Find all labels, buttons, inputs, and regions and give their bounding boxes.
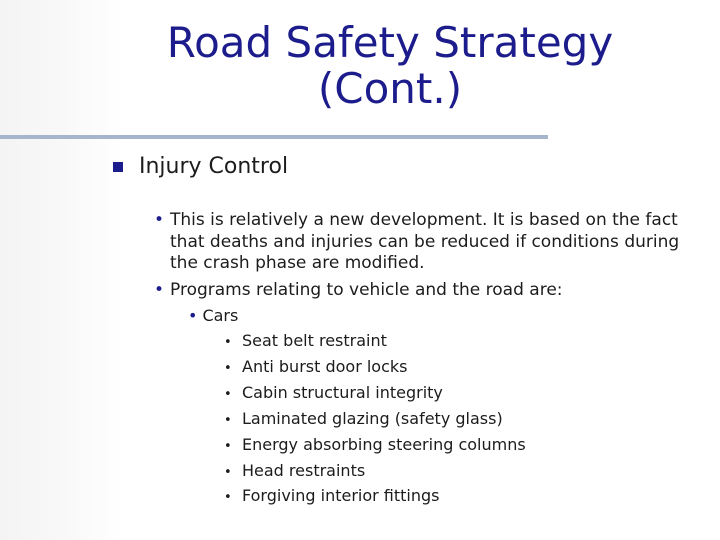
level2-bullet-2 <box>154 280 705 302</box>
title-divider <box>0 135 548 139</box>
list-item-text: Seat belt restraint <box>242 331 387 350</box>
list-item <box>224 329 526 355</box>
list-item <box>224 433 526 459</box>
left-gradient-band <box>0 0 122 540</box>
list-item-text: Head restraints <box>242 460 366 480</box>
title-line-2: (Cont.) <box>317 64 463 113</box>
title-line-1: Road Safety Strategy <box>166 18 614 67</box>
list-item-text: Cabin structural integrity <box>242 382 443 402</box>
dot-bullet-icon: • <box>224 490 232 506</box>
dot-bullet-icon: • <box>224 386 232 402</box>
list-item-text: Anti burst door locks <box>242 356 408 376</box>
level2-text-1: This is relatively a new development. It is based on the fact that deaths and injuries can be reduced if conditions during the crash phase are modified. <box>170 210 680 273</box>
dot-bullet-icon: • <box>188 306 198 325</box>
square-bullet-icon <box>113 162 123 172</box>
dot-bullet-icon: • <box>154 280 165 300</box>
level4-list <box>224 329 526 510</box>
level2-text-2: Programs relating to vehicle and the road are: <box>170 280 563 300</box>
dot-bullet-icon: • <box>224 438 232 454</box>
list-item <box>224 484 526 510</box>
dot-bullet-icon: • <box>224 464 232 480</box>
dot-bullet-icon: • <box>224 360 232 376</box>
list-item-text: Laminated glazing (safety glass) <box>242 408 503 428</box>
level3-bullet <box>188 305 238 327</box>
slide-title <box>120 20 660 112</box>
list-item-text: Energy absorbing steering columns <box>242 434 526 454</box>
dot-bullet-icon: • <box>224 335 232 350</box>
list-item <box>224 381 526 407</box>
list-item-text: Forgiving interior fittings <box>242 486 440 506</box>
level2-bullet-1 <box>154 210 705 275</box>
dot-bullet-icon: • <box>224 412 232 428</box>
list-item <box>224 407 526 433</box>
level1-bullet-text: Injury Control <box>139 154 289 179</box>
list-item <box>224 459 526 485</box>
level3-text: Cars <box>202 306 239 325</box>
dot-bullet-icon: • <box>154 210 165 230</box>
list-item <box>224 355 526 381</box>
